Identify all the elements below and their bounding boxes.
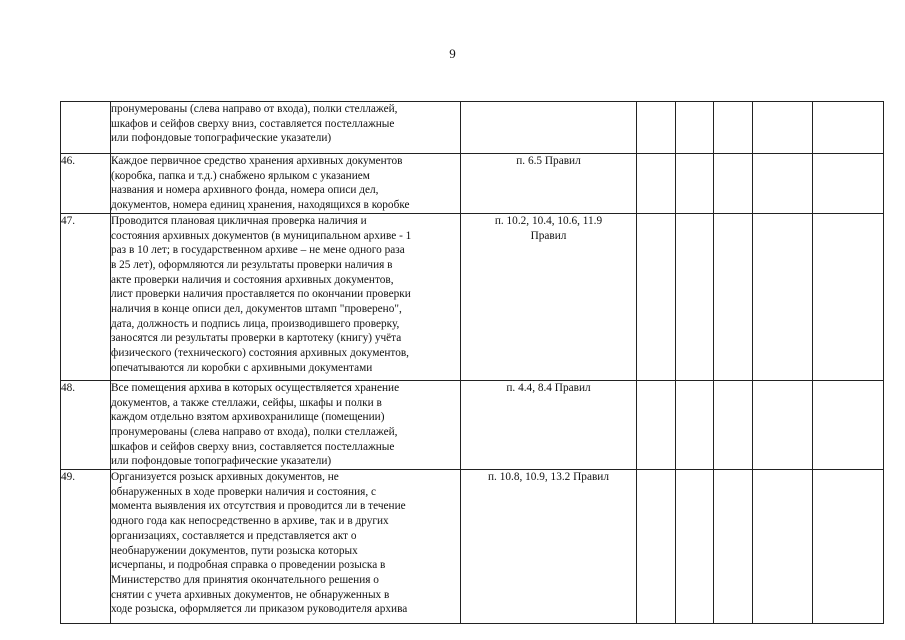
regulation-reference: п. 10.8, 10.9, 13.2 Правил	[488, 471, 609, 484]
regulation-reference: Правил	[530, 229, 567, 242]
empty-check-cell	[637, 102, 676, 154]
requirement-line: снятии с учета архивных документов, не обнаруженных в	[111, 588, 390, 601]
regulation-reference-cell	[461, 213, 637, 380]
empty-check-cell	[813, 470, 884, 624]
requirement-line: в 25 лет), оформляются ли результаты проверки наличия в	[111, 258, 393, 271]
requirement-line: раз в 10 лет; в государственном архиве – не мене одного раза	[111, 244, 405, 257]
requirement-line: Министерство для принятия окончательного решения о	[111, 573, 379, 586]
empty-check-cell	[813, 213, 884, 380]
row-number: 48.	[61, 380, 111, 469]
requirement-line: шкафов и сейфов сверху вниз, составляется постеллажные	[111, 117, 395, 130]
requirement-line: наличия в конце описи дел, документов штамп "проверено",	[111, 303, 402, 316]
regulation-reference-cell	[461, 470, 637, 624]
requirement-line: физического (технического) состояния архивных документов,	[111, 347, 410, 360]
requirement-line: или пофондовые топографические указатели)	[111, 132, 332, 145]
empty-check-cell	[753, 213, 813, 380]
page-number: 9	[449, 46, 456, 61]
requirement-line: необнаружении документов, пути розыска которых	[111, 544, 358, 557]
requirement-line: названия и номера архивного фонда, номера описи дел,	[111, 184, 379, 197]
empty-check-cell	[637, 380, 676, 469]
empty-check-cell	[813, 154, 884, 214]
requirement-line: исчерпаны, и подробная справка о проведении розыска в	[111, 559, 386, 572]
requirement-line: одного года как непосредственно в архиве, так и в других	[111, 515, 389, 528]
row-number: 49.	[61, 470, 111, 624]
empty-check-cell	[714, 154, 753, 214]
requirement-cell	[111, 102, 461, 154]
row-number: 47.	[61, 213, 111, 380]
empty-check-cell	[637, 470, 676, 624]
empty-check-cell	[753, 154, 813, 214]
regulation-reference: п. 6.5 Правил	[516, 155, 581, 167]
requirement-line: ходе розыска, оформляется ли приказом руководителя архива	[111, 603, 408, 616]
requirement-line: момента выявления их отсутствия и проводится ли в течение	[111, 500, 406, 513]
requirement-line: опечатываются ли коробки с архивными документами	[111, 361, 373, 374]
requirement-line: обнаруженных в ходе проверки наличия и состояния, с	[111, 485, 376, 498]
requirement-cell	[111, 380, 461, 469]
regulation-reference: п. 4.4, 8.4 Правил	[506, 381, 591, 394]
empty-check-cell	[753, 470, 813, 624]
empty-check-cell	[813, 380, 884, 469]
regulation-reference-cell	[461, 102, 637, 154]
requirement-line: документов, номера единиц хранения, находящихся в коробке	[111, 199, 410, 212]
table-row	[61, 154, 884, 214]
requirement-line: (коробка, папка и т.д.) снабжено ярлыком с указанием	[111, 169, 370, 182]
requirement-line: заносятся ли результаты проверки в картотеку (книгу) учёта	[111, 332, 402, 345]
empty-check-cell	[676, 380, 714, 469]
requirement-line: Все помещения архива в которых осуществляется хранение	[111, 381, 400, 394]
regulation-reference-cell	[461, 154, 637, 214]
requirement-cell	[111, 470, 461, 624]
requirement-line: состояния архивных документов (в муниципальном архиве - 1	[111, 229, 412, 242]
requirement-line: пронумерованы (слева направо от входа), полки стеллажей,	[111, 103, 398, 115]
empty-check-cell	[714, 380, 753, 469]
requirement-line: акте проверки наличия и состояния архивных документов,	[111, 273, 394, 286]
regulation-reference: п. 10.2, 10.4, 10.6, 11.9	[494, 214, 603, 227]
requirement-line: Каждое первичное средство хранения архивных документов	[111, 155, 403, 167]
table-row	[61, 102, 884, 154]
requirement-line: пронумерованы (слева направо от входа), полки стеллажей,	[111, 425, 398, 438]
table-row	[61, 213, 884, 380]
empty-check-cell	[637, 154, 676, 214]
requirement-line: дата, должность и подпись лица, производившего проверку,	[111, 317, 400, 330]
empty-check-cell	[714, 102, 753, 154]
empty-check-cell	[714, 470, 753, 624]
requirement-line: Проводится плановая цикличная проверка наличия и	[111, 214, 367, 227]
checklist-table	[60, 101, 884, 624]
empty-check-cell	[753, 102, 813, 154]
regulation-reference-cell	[461, 380, 637, 469]
requirement-line: каждом отдельно взятом архивохранилище (помещении)	[111, 411, 385, 424]
requirement-line: документов, а также стеллажи, сейфы, шкафы и полки в	[111, 396, 382, 409]
row-number	[61, 102, 111, 154]
requirement-line: Организуется розыск архивных документов, не	[111, 471, 339, 484]
requirement-line: или пофондовые топографические указатели)	[111, 455, 332, 468]
table-row	[61, 470, 884, 624]
table-row	[61, 380, 884, 469]
requirement-cell	[111, 213, 461, 380]
empty-check-cell	[676, 154, 714, 214]
empty-check-cell	[676, 213, 714, 380]
requirement-line: организациях, составляется и представляется акт о	[111, 529, 357, 542]
empty-check-cell	[813, 102, 884, 154]
requirement-line: лист проверки наличия проставляется по окончании проверки	[111, 288, 411, 301]
empty-check-cell	[676, 470, 714, 624]
empty-check-cell	[676, 102, 714, 154]
empty-check-cell	[637, 213, 676, 380]
table-body	[61, 102, 884, 624]
requirement-cell	[111, 154, 461, 214]
requirement-line: шкафов и сейфов сверху вниз, составляется постеллажные	[111, 440, 395, 453]
empty-check-cell	[753, 380, 813, 469]
empty-check-cell	[714, 213, 753, 380]
row-number: 46.	[61, 154, 111, 214]
